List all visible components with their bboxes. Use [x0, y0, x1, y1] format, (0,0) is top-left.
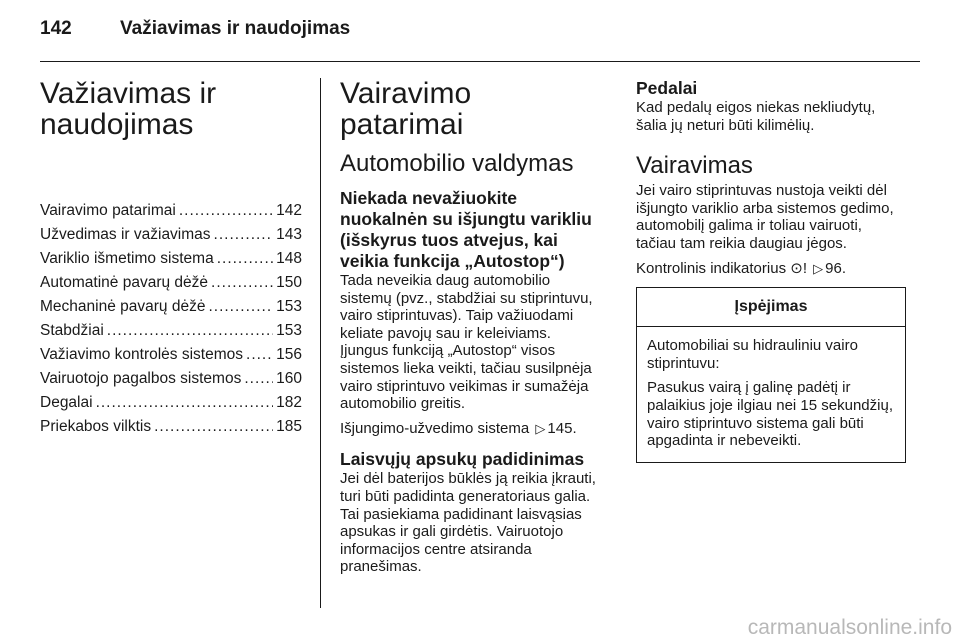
indicator-reference [636, 260, 906, 278]
toc-entry-page: 143 [276, 226, 302, 243]
warning-title: Įspėjimas [637, 288, 905, 327]
autostop-paragraph: Tada neveikia daug automobilio sistemų (pvz., stabdžiai su stiprintuvu, vairo stiprintuvas). Taip važiuodami keliate pavojų sau ir keleiviams. Įjungus funkciją „Autostop“ visos sistemos lieka veikti, tačiau susilpnėja vairo stiprintuvo veikimas ir sumažėja automobilio greitis. [340, 272, 593, 413]
toc-entry-page: 182 [276, 394, 302, 411]
toc-entry-page: 148 [276, 250, 302, 267]
toc-entry[interactable] [40, 226, 302, 250]
toc-leader [208, 298, 273, 316]
toc-entry-label: Užvedimas ir važiavimas [40, 226, 211, 243]
chapter-heading-line1: Važiavimas ir [40, 77, 217, 110]
toc-entry-page: 160 [276, 370, 302, 387]
toc-entry-label: Mechaninė pavarų dėžė [40, 298, 206, 315]
toc-entry[interactable] [40, 322, 302, 346]
toc-entry-page: 153 [276, 322, 302, 339]
toc-entry-page: 142 [276, 202, 302, 219]
chapter-heading-line2: naudojimas [40, 108, 194, 141]
toc-entry[interactable] [40, 202, 302, 226]
steering-heading: Vairavimas [636, 152, 753, 180]
toc-leader [217, 250, 273, 268]
steering-paragraph: Jei vairo stiprintuvas nustoja veikti dėl išjungto variklio arba sistemos gedimo, automobilį galima ir toliau vairuoti, tačiau tam reikia daugiau jėgos. [636, 182, 894, 252]
toc-column [40, 78, 302, 442]
warning-box [636, 287, 906, 463]
idle-speed-heading: Laisvųjų apsukų padidinimas [340, 449, 585, 470]
warning-paragraph: Pasukus vairą į galinę padėtį ir palaikius joje ilgiau nei 15 sekundžių, vairo stiprintuvo sistema gali būti apgadinta ir nebeveikti. [647, 379, 893, 450]
toc-leader [214, 226, 274, 244]
header-rule [40, 61, 920, 62]
warning-paragraph: Automobiliai su hidrauliniu vairo stiprintuvu: [647, 337, 858, 372]
reference-page[interactable]: 145. [547, 419, 577, 437]
page-reference-arrow-icon: ▷ [535, 420, 546, 436]
toc-entry[interactable] [40, 418, 302, 442]
toc-leader [179, 202, 273, 220]
chapter-heading [40, 78, 302, 140]
toc-leader [244, 370, 273, 388]
right-column [636, 78, 906, 463]
toc-entry-page: 185 [276, 418, 302, 435]
toc-entry-label: Variklio išmetimo sistema [40, 250, 214, 267]
toc-entry[interactable] [40, 298, 302, 322]
toc-entry[interactable] [40, 346, 302, 370]
toc-entry[interactable] [40, 274, 302, 298]
toc-leader [154, 418, 273, 436]
watermark: carmanualsonline.info [747, 616, 952, 639]
subsection-title: Automobilio valdymas [340, 150, 574, 177]
reference-page[interactable]: 96. [825, 259, 847, 277]
toc-entry[interactable] [40, 250, 302, 274]
toc-leader [96, 394, 274, 412]
toc-entry-label: Važiavimo kontrolės sistemos [40, 346, 244, 363]
power-steering-indicator-icon: ⊙! [790, 259, 807, 277]
column-divider [320, 78, 321, 608]
toc-leader [246, 346, 273, 364]
middle-column [340, 78, 602, 576]
toc-entry-label: Priekabos vilktis [40, 418, 152, 435]
stop-start-reference [340, 420, 602, 438]
toc-entry-label: Vairavimo patarimai [40, 202, 176, 219]
toc-entry-label: Stabdžiai [40, 322, 104, 339]
warning-body [637, 327, 905, 462]
toc-entry-label: Automatinė pavarų dėžė [40, 274, 209, 291]
toc-entry-page: 150 [276, 274, 302, 291]
idle-speed-paragraph: Jei dėl baterijos būklės ją reikia įkrauti, turi būti padidinta generatoriaus galia. Tai pasiekiama padidinant laisvąsias apsukas ir gali girdėtis. Vairuotojo informacijos centre atsiranda pranešimas. [340, 470, 596, 576]
toc-entry-label: Degalai [40, 394, 93, 411]
pedals-paragraph: Kad pedalų eigos niekas nekliudytų, šalia jų neturi būti kilimėlių. [636, 99, 876, 134]
table-of-contents [40, 202, 302, 442]
toc-entry[interactable] [40, 394, 302, 418]
toc-leader [107, 322, 273, 340]
section-title: Vairavimo patarimai [340, 77, 472, 141]
pedals-heading: Pedalai [636, 78, 698, 98]
toc-leader [211, 274, 273, 292]
toc-entry-page: 156 [276, 346, 302, 363]
page-reference-arrow-icon: ▷ [813, 260, 824, 276]
toc-entry[interactable] [40, 370, 302, 394]
toc-entry-label: Vairuotojo pagalbos sistemos [40, 370, 242, 387]
page-header [40, 14, 920, 50]
chapter-title: Važiavimas ir naudojimas [120, 18, 351, 39]
page-number: 142 [40, 18, 72, 39]
toc-entry-page: 153 [276, 298, 302, 315]
reference-text: Kontrolinis indikatorius [636, 259, 787, 277]
autostop-heading: Niekada nevažiuokite nuokalnėn su išjungtu varikliu (išskyrus tuos atvejus, kai veikia funkcija „Autostop“) [340, 188, 592, 271]
reference-text: Išjungimo-užvedimo sistema [340, 419, 530, 437]
